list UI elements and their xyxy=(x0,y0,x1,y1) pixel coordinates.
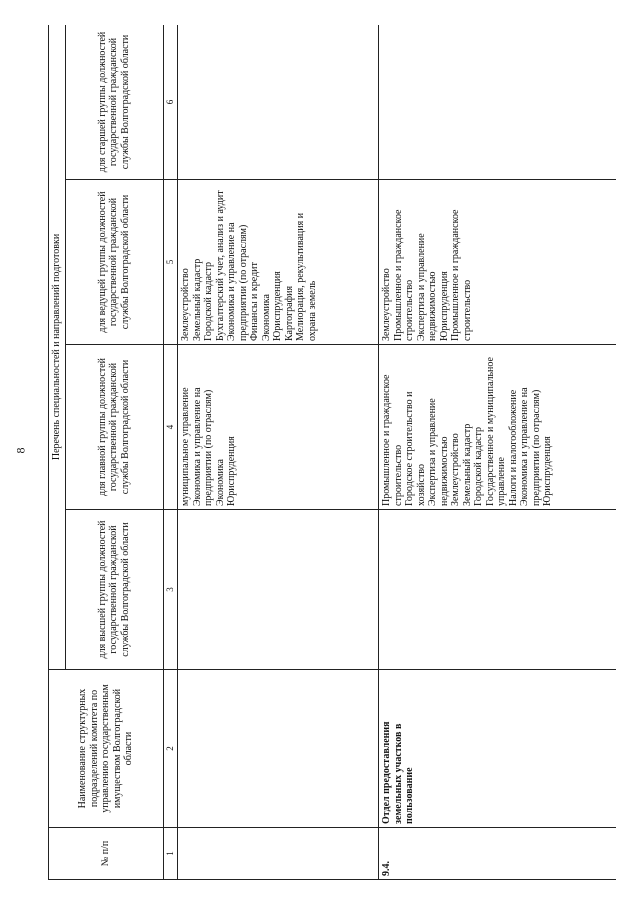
row-number xyxy=(178,828,379,880)
header-group: Перечень специальностей и направлений подготовки xyxy=(49,25,66,670)
department-name xyxy=(178,670,379,828)
list-item: Налоги и налогообложение xyxy=(507,389,519,506)
header-department: Наименование структурных подразделений комитета по управлению государственным имуществом Волгоградской области xyxy=(49,670,164,828)
highest-group-cell xyxy=(379,510,617,670)
specialties-table xyxy=(48,25,616,880)
list-item: Картография xyxy=(283,285,295,341)
header-main-group: для главной группы должностей государственной гражданской службы Волгоградской области xyxy=(65,345,163,510)
rotated-page xyxy=(48,25,616,880)
column-number: 4 xyxy=(163,345,178,510)
table-container xyxy=(48,25,616,880)
column-number: 3 xyxy=(163,510,178,670)
list-item: муниципальное управление xyxy=(180,387,191,506)
list-item: Юриспруденция xyxy=(226,436,237,506)
table-row xyxy=(178,25,379,880)
list-item: Землеустройство xyxy=(180,268,191,341)
header-leading-group: для ведущей группы должностей государственной гражданской службы Волгоградской области xyxy=(65,180,163,345)
header-senior-group: для старшей группы должностей государственной гражданской службы Волгоградской области xyxy=(65,25,163,180)
senior-group-cell xyxy=(379,25,617,180)
leading-group-cell xyxy=(379,180,617,345)
list-item: Государственное и муниципальное управление xyxy=(484,357,507,506)
column-number: 2 xyxy=(163,670,178,828)
table-row xyxy=(379,25,617,880)
column-numbers-row xyxy=(163,25,178,880)
list-item: Экономика и управление на предприятии (по отраслям) xyxy=(519,387,542,506)
leading-group-cell xyxy=(178,180,379,345)
list-item: Городской кадастр xyxy=(203,262,214,341)
list-item: Экономика xyxy=(214,459,226,506)
column-number: 5 xyxy=(163,180,178,345)
list-item: Городское строительство и хозяйство xyxy=(404,391,427,506)
list-item: Экспертиза и управление недвижимостью xyxy=(427,398,450,506)
list-item: Промышленное и гражданское строительство xyxy=(450,209,473,341)
row-number: 9.4. xyxy=(379,828,617,880)
main-group-cell xyxy=(178,345,379,510)
department-name: Отдел предоставления земельных участков в пользование xyxy=(379,670,617,828)
list-item: Бухгалтерский учет, анализ и аудит xyxy=(214,190,226,341)
list-item: Финансы и кредит xyxy=(249,262,260,341)
highest-group-cell xyxy=(178,510,379,670)
list-item: Земельный кадастр xyxy=(191,258,203,341)
list-item: Землеустройство xyxy=(381,268,392,341)
page-number: 8 xyxy=(13,447,28,454)
list-item: Мелиорация, рекультивация и охрана земель xyxy=(295,212,318,341)
list-item: Городской кадастр xyxy=(473,427,484,506)
list-item: Экономика xyxy=(260,294,272,341)
column-number: 6 xyxy=(163,25,178,180)
column-number: 1 xyxy=(163,828,178,880)
list-item: Юриспруденция xyxy=(272,271,283,341)
senior-group-cell xyxy=(178,25,379,180)
header-highest-group: для высшей группы должностей государственной гражданской службы Волгоградской области xyxy=(65,510,163,670)
list-item: Экономика и управление на предприятии (по отраслям) xyxy=(191,387,214,506)
main-group-cell xyxy=(379,345,617,510)
list-item: Юриспруденция xyxy=(438,271,450,341)
list-item: Землеустройство xyxy=(450,433,461,506)
list-item: Промышленное и гражданское строительство xyxy=(381,374,404,506)
header-number: № п/п xyxy=(49,828,164,880)
list-item: Земельный кадастр xyxy=(461,423,473,506)
list-item: Экспертиза и управление недвижимостью xyxy=(415,233,438,341)
list-item: Экономика и управление на предприятии (по отраслям) xyxy=(226,222,249,341)
list-item: Промышленное и гражданское строительство xyxy=(392,209,415,341)
list-item: Юриспруденция xyxy=(542,436,553,506)
